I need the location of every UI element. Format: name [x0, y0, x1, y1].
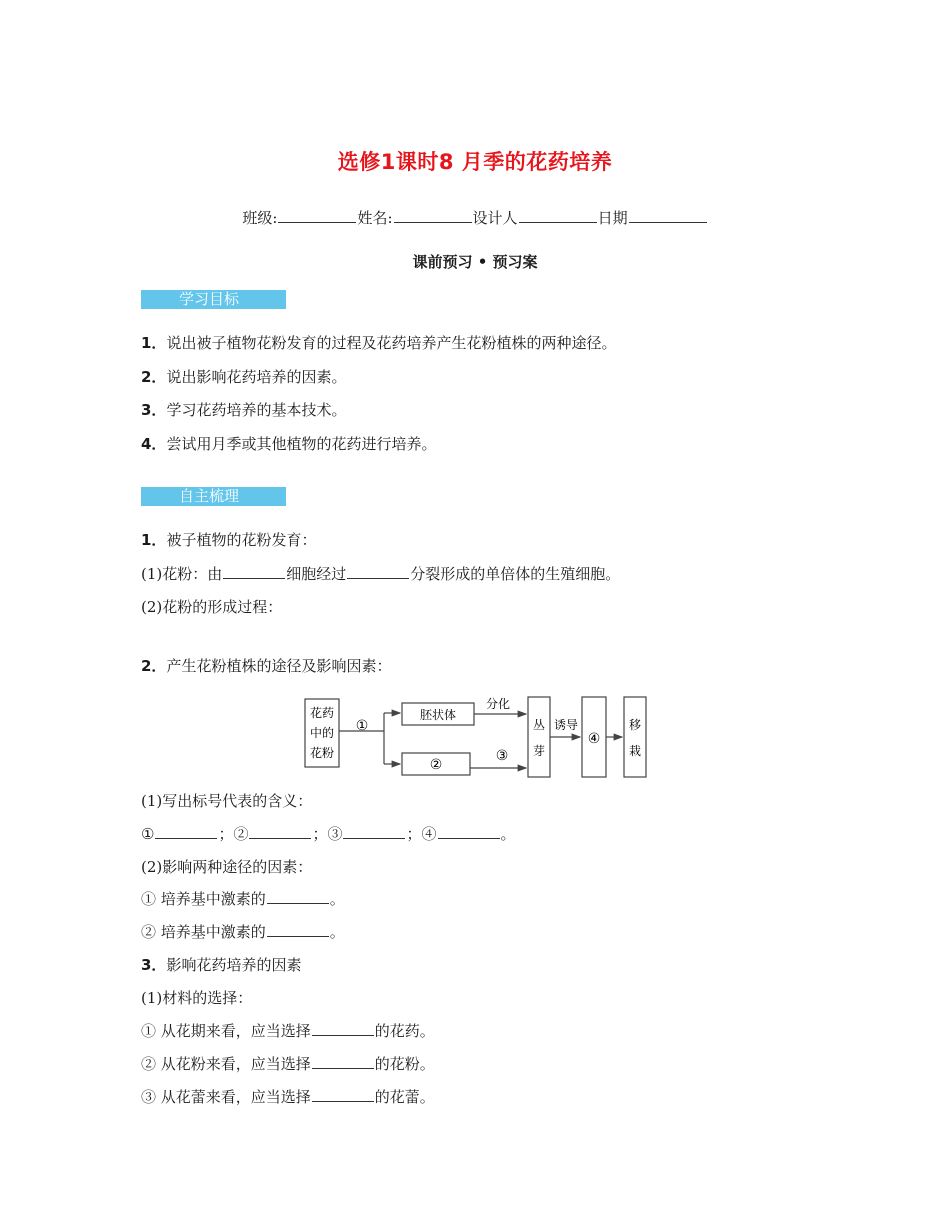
text-part: 。 [500, 825, 516, 843]
text-part: 的花粉。 [374, 1055, 435, 1073]
question-text: 影响花药培养的因素 [166, 956, 302, 974]
question-1-1 [141, 564, 620, 584]
question-2-2 [141, 857, 312, 877]
label-4: ④ [587, 731, 601, 747]
answer-blank[interactable] [312, 1033, 374, 1036]
question-2-1 [141, 791, 312, 811]
goal-item [141, 400, 346, 420]
text-part: ；② [218, 825, 249, 843]
start-text-line: 中的 [309, 726, 335, 740]
text-part: (1)花粉：由 [141, 565, 223, 583]
question-1 [141, 530, 316, 550]
goal-text: 尝试用月季或其他植物的花药进行培养。 [166, 435, 437, 453]
name-label: 姓名: [357, 209, 393, 227]
text-part: (2)花粉的形成过程： [141, 598, 283, 616]
section-bar-goals [141, 290, 286, 309]
goal-text: 学习花药培养的基本技术。 [166, 401, 347, 419]
goal-text: 说出影响花药培养的因素。 [166, 368, 347, 386]
section-bar-review [141, 487, 286, 506]
answer-blank[interactable] [223, 576, 285, 579]
text-part: (1)写出标号代表的含义： [141, 792, 313, 810]
goal-num: 4． [141, 435, 167, 453]
page-title: 选修1课时8 月季的花药培养 [337, 150, 613, 174]
text-part: ；③ [312, 825, 343, 843]
goal-item [141, 333, 616, 353]
class-blank[interactable] [278, 220, 356, 223]
text-part: ② 培养基中激素的 [141, 923, 266, 941]
transplant-text: 栽 [628, 744, 642, 758]
answer-blank[interactable] [267, 934, 329, 937]
answer-blank[interactable] [343, 836, 405, 839]
question-3-1-c [141, 1087, 435, 1107]
class-label: 班级: [242, 209, 278, 227]
text-part: 。 [329, 923, 345, 941]
name-blank[interactable] [394, 220, 472, 223]
transplant-box [624, 697, 646, 777]
goal-text: 说出被子植物花粉发育的过程及花药培养产生花粉植株的两种途径。 [166, 334, 617, 352]
question-text: 被子植物的花粉发育： [166, 531, 317, 549]
start-text-line: 花药 [309, 706, 335, 720]
text-part: 的花蕾。 [374, 1088, 435, 1106]
question-3-1-a [141, 1021, 435, 1041]
answer-blank[interactable] [312, 1066, 374, 1069]
answer-blank[interactable] [249, 836, 311, 839]
pollen-pathway-diagram [300, 693, 652, 781]
text-part: ③ 从花蕾来看，应当选择 [141, 1088, 311, 1106]
answer-blank[interactable] [155, 836, 217, 839]
question-3-1-b [141, 1054, 435, 1074]
date-label: 日期 [597, 209, 628, 227]
differentiate-label: 分化 [485, 697, 511, 711]
cluster-bud-text: 丛 [532, 718, 546, 732]
goal-item [141, 367, 346, 387]
text-part: (1)材料的选择： [141, 989, 253, 1007]
answer-blank[interactable] [438, 836, 500, 839]
text-part: 的花药。 [374, 1022, 435, 1040]
induce-label: 诱导 [553, 718, 579, 732]
text-part: 分裂形成的单倍体的生殖细胞。 [410, 565, 621, 583]
text-part: ；④ [406, 825, 437, 843]
transplant-text: 移 [628, 718, 642, 732]
text-part: ① 从花期来看，应当选择 [141, 1022, 311, 1040]
label-2: ② [429, 757, 443, 773]
cluster-bud-text: 芽 [532, 744, 546, 758]
question-1-2 [141, 597, 282, 617]
text-part: ① 培养基中激素的 [141, 890, 266, 908]
question-2-2-a [141, 889, 345, 909]
question-3 [141, 955, 301, 975]
question-3-1 [141, 988, 252, 1008]
cluster-bud-box [528, 697, 550, 777]
designer-label: 设计人 [472, 209, 518, 227]
section-bar-review-label: 自主梳理 [179, 487, 240, 505]
goal-item [141, 434, 436, 454]
answer-blank[interactable] [347, 576, 409, 579]
date-blank[interactable] [629, 220, 707, 223]
question-num: 3． [141, 956, 167, 974]
section-subhead: 课前预习 • 预习案 [412, 253, 538, 271]
answer-blank[interactable] [312, 1099, 374, 1102]
start-text-line: 花粉 [309, 746, 335, 760]
embryoid-text: 胚状体 [419, 708, 457, 722]
label-3: ③ [495, 748, 509, 764]
question-2 [141, 656, 391, 676]
text-part: ② 从花粉来看，应当选择 [141, 1055, 311, 1073]
text-part: ① [141, 825, 155, 843]
goal-num: 2． [141, 368, 167, 386]
text-part: 。 [329, 890, 345, 908]
question-text: 产生花粉植株的途径及影响因素： [166, 657, 392, 675]
designer-blank[interactable] [519, 220, 597, 223]
text-part: (2)影响两种途径的因素： [141, 858, 313, 876]
label-1: ① [355, 718, 369, 734]
info-line [0, 207, 950, 228]
question-num: 2． [141, 657, 167, 675]
text-part: 细胞经过 [286, 565, 347, 583]
section-bar-goals-label: 学习目标 [179, 290, 240, 308]
question-2-1-items [141, 824, 516, 844]
question-num: 1． [141, 531, 167, 549]
answer-blank[interactable] [267, 901, 329, 904]
goal-num: 1． [141, 334, 167, 352]
question-2-2-b [141, 922, 345, 942]
goal-num: 3． [141, 401, 167, 419]
